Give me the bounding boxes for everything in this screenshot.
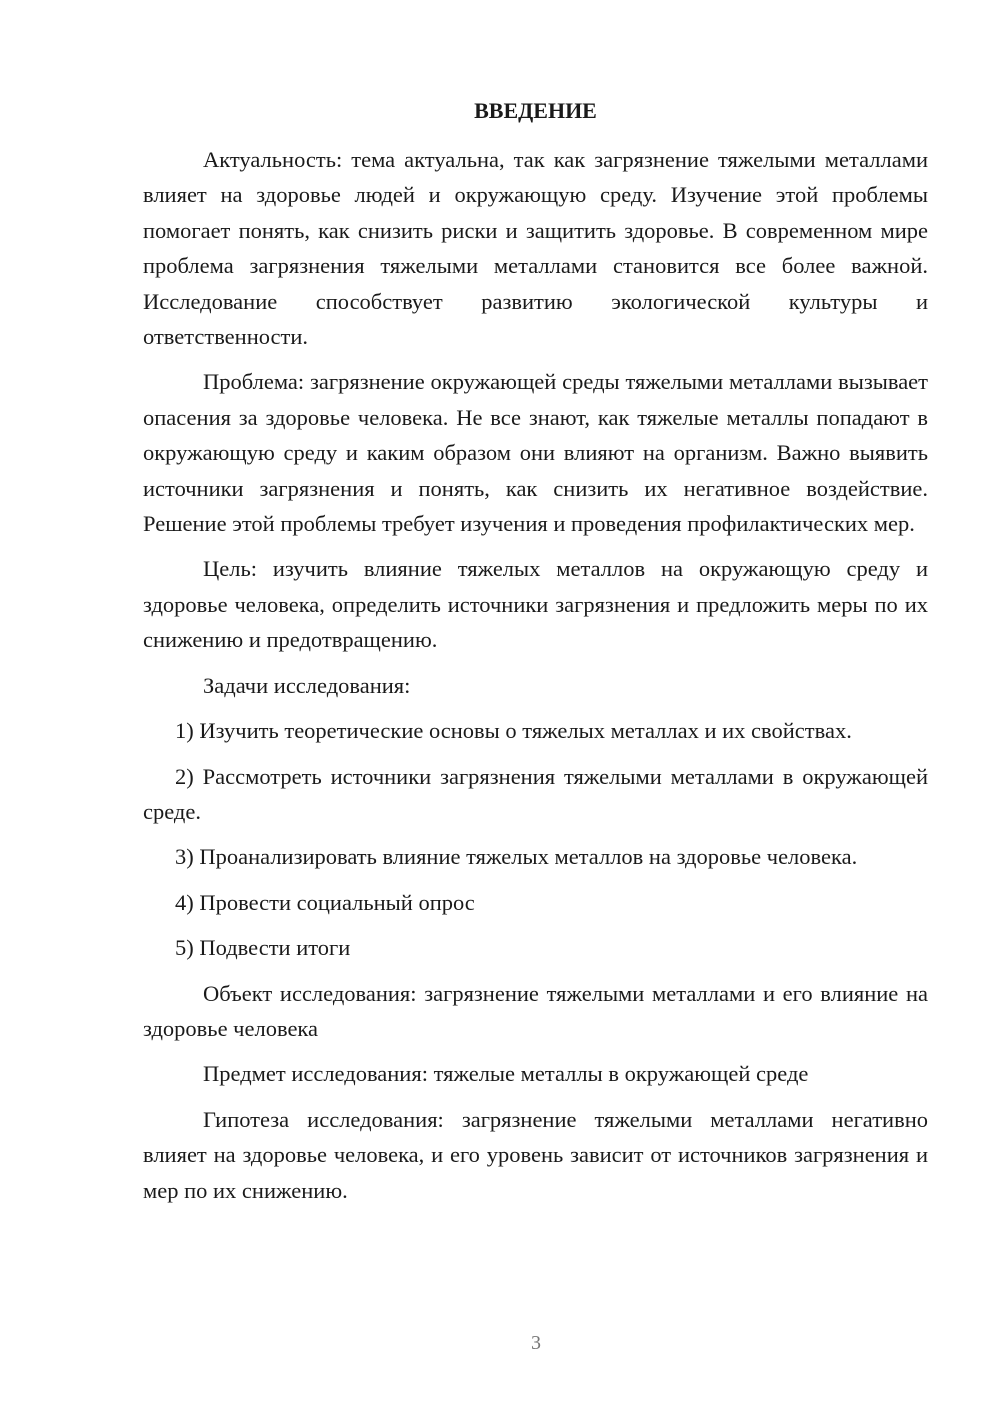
task-item-4: 4) Провести социальный опрос — [175, 889, 475, 915]
hypothesis-paragraph: Гипотеза исследования: загрязнение тяжелыми металлами негативно влияет на здоровье человека, и его уровень зависит от источников загрязнения и мер по их снижению. — [143, 1106, 928, 1203]
task-item-2: 2) Рассмотреть источники загрязнения тяжелыми металлами в окружающей среде. — [143, 763, 928, 824]
task-item-1: 1) Изучить теоретические основы о тяжелых металлах и их свойствах. — [175, 718, 852, 744]
goal-paragraph: Цель: изучить влияние тяжелых металлов на окружающую среду и здоровье человека, определить источники загрязнения и предложить меры по их снижению и предотвращению. — [143, 556, 928, 653]
document-page — [143, 96, 928, 1218]
object-paragraph: Объект исследования: загрязнение тяжелыми металлами и его влияние на здоровье человека — [143, 980, 928, 1041]
page-title: ВВЕДЕНИЕ — [474, 98, 597, 123]
task-item-3: 3) Проанализировать влияние тяжелых металлов на здоровье человека. — [175, 844, 858, 870]
relevance-paragraph: Актуальность: тема актуальна, так как загрязнение тяжелыми металлами влияет на здоровье людей и окружающую среду. Изучение этой проблемы помогает понять, как снизить риски и защитить здоровье. В современном мире проблема загрязнения тяжелыми металлами становится все более важной. Исследование способствует развитию экологической культуры и ответственности. — [143, 147, 928, 350]
task-item-5: 5) Подвести итоги — [175, 935, 351, 961]
subject-paragraph: Предмет исследования: тяжелые металлы в окружающей среде — [203, 1061, 809, 1087]
page-number: 3 — [531, 1332, 541, 1354]
problem-paragraph: Проблема: загрязнение окружающей среды тяжелыми металлами вызывает опасения за здоровье человека. Не все знают, как тяжелые металлы попадают в окружающую среду и каким образом они влияют на организм. Важно выявить источники загрязнения и понять, как снизить их негативное воздействие. Решение этой проблемы требует изучения и проведения профилактических мер. — [143, 369, 928, 537]
tasks-heading: Задачи исследования: — [203, 672, 411, 698]
